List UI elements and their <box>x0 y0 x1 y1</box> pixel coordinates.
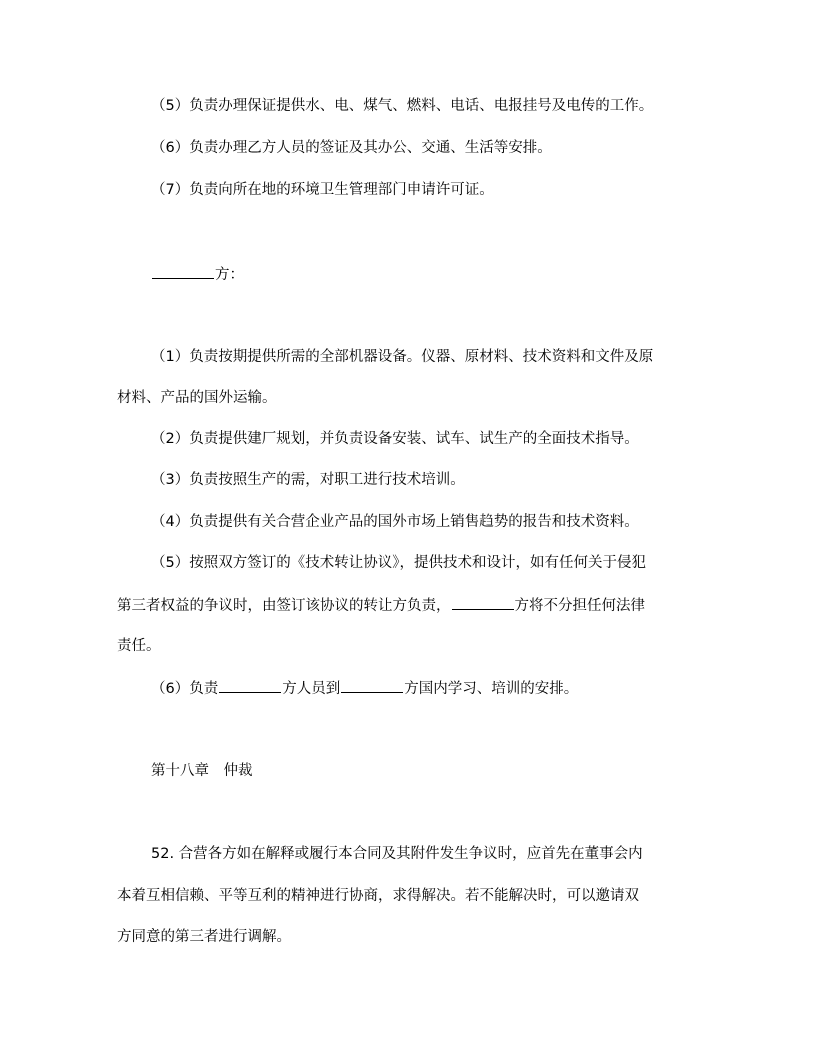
paragraph-text: （5）按照双方签订的《技术转让协议》，提供技术和设计，如有任何关于侵犯 <box>151 555 646 571</box>
paragraph-text: 方将不分担任何法律 <box>514 598 645 614</box>
paragraph-item-5-utilities <box>151 96 653 116</box>
paragraph-text: 方国内学习、培训的安排。 <box>404 681 579 697</box>
paragraph-item-6-visa <box>151 138 552 158</box>
paragraph-item-2-planning <box>151 429 639 449</box>
paragraph-text: 材料、产品的国外运输。 <box>117 390 277 406</box>
blank-underline <box>152 264 214 279</box>
paragraph-item-5-technology-end <box>117 636 161 656</box>
paragraph-text: （6）负责 <box>151 681 219 697</box>
blank-underline <box>452 595 514 610</box>
chapter-heading-text: 第十八章 仲裁 <box>151 763 253 779</box>
paragraph-text: 责任。 <box>117 638 161 654</box>
paragraph-text: 第三者权益的争议时，由签订该协议的转让方负责， <box>117 598 451 614</box>
paragraph-text: （7）负责向所在地的环境卫生管理部门申请许可证。 <box>151 182 494 198</box>
paragraph-text: 52. 合营各方如在解释或履行本合同及其附件发生争议时，应首先在董事会内 <box>151 846 643 862</box>
paragraph-text: （5）负责办理保证提供水、电、煤气、燃料、电话、电报挂号及电传的工作。 <box>151 98 654 114</box>
article-52-cont <box>117 886 639 906</box>
blank-underline <box>341 678 403 693</box>
paragraph-text: （6）负责办理乙方人员的签证及其办公、交通、生活等安排。 <box>151 140 552 156</box>
paragraph-text: （3）负责按照生产的需，对职工进行技术培训。 <box>151 472 465 488</box>
paragraph-item-1-equipment <box>151 347 653 367</box>
paragraph-item-7-permit <box>151 180 494 200</box>
article-52 <box>151 844 643 864</box>
blank-underline <box>219 678 281 693</box>
paragraph-item-5-technology <box>151 553 646 573</box>
paragraph-item-4-market-report <box>151 512 639 532</box>
paragraph-item-5-technology-cont <box>117 595 645 616</box>
party-heading <box>151 264 244 285</box>
paragraph-text: 方同意的第三者进行调解。 <box>117 929 291 945</box>
chapter-heading <box>151 761 253 781</box>
paragraph-text: （4）负责提供有关合营企业产品的国外市场上销售趋势的报告和技术资料。 <box>151 514 639 530</box>
party-heading-text: 方： <box>215 267 244 283</box>
paragraph-text: 方人员到 <box>282 681 341 697</box>
paragraph-item-3-training <box>151 470 465 490</box>
paragraph-text: （1）负责按期提供所需的全部机器设备。仪器、原材料、技术资料和文件及原 <box>151 349 654 365</box>
paragraph-text: 本着互相信赖、平等互利的精神进行协商，求得解决。若不能解决时，可以邀请双 <box>117 888 639 904</box>
paragraph-item-1-equipment-cont <box>117 388 277 408</box>
article-52-end <box>117 927 291 947</box>
paragraph-text: （2）负责提供建厂规划，并负责设备安装、试车、试生产的全面技术指导。 <box>151 431 639 447</box>
paragraph-item-6-study <box>151 678 578 699</box>
